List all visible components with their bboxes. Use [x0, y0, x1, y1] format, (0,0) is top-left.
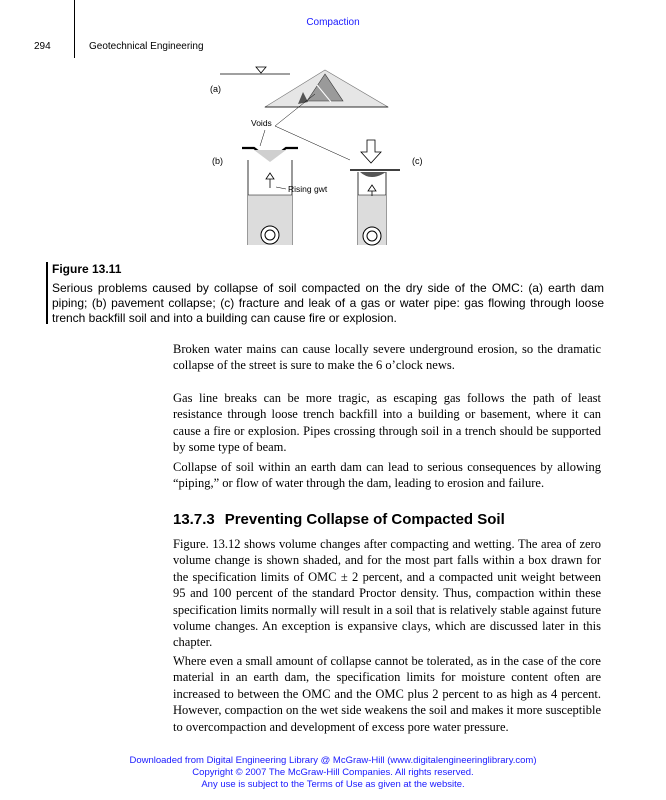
body-paragraph: Where even a small amount of collapse cannot be tolerated, as in the case of the core material in an earth dam, the specification limits for moisture content often are increased to between the OMC and the OMC plus 2 percent to as high as 4 percent. However, compaction on the wet side weakens the soil and makes it more susceptible to overcompaction and development of excess pore water pressure.: [173, 654, 601, 734]
footer-copyright: Copyright © 2007 The McGraw-Hill Companies. All rights reserved.: [192, 767, 474, 778]
label-a: (a): [210, 84, 221, 94]
body-paragraph: Collapse of soil within an earth dam can lead to serious consequences by allowing “piping,” or flow of water through the dam, leading to erosion and failure.: [173, 460, 601, 491]
section-title: Preventing Collapse of Compacted Soil: [224, 511, 505, 528]
figure-caption-label: Figure 13.11: [52, 262, 122, 276]
book-title: Geotechnical Engineering: [89, 41, 204, 52]
body-paragraph: Figure. 13.12 shows volume changes after compacting and wetting. The area of zero volume change is shown shaded, and for the most part falls within a box drawn for the specification limits of OMC ± 2 percent, and a compacted unit weight between 95 and 100 percent of the standard Proctor density. Thus, compaction within these specification limits normally will result in a soil that is relatively stable against future volume changes. An exception is expansive clays, which are discussed later in this chapter.: [173, 537, 601, 650]
caption-accent-bar: [46, 262, 48, 324]
footer-terms-link[interactable]: Any use is subject to the Terms of Use as given at the website.: [201, 779, 465, 790]
section-number: 13.7.3: [173, 511, 215, 528]
chapter-title-link[interactable]: Compaction: [306, 17, 360, 28]
figure-13-11-illustration: [190, 60, 430, 250]
label-c: (c): [412, 156, 423, 166]
figure-caption-text: Serious problems caused by collapse of soil compacted on the dry side of the OMC: (a) earth dam piping; (b) pavement collapse; (c) fracture and leak of a gas or water pipe: gas flowing through loose trench backfill soil and into a building can cause fire or explosion.: [52, 281, 604, 325]
pipe-fracture-diagram: [350, 140, 423, 245]
body-paragraph: Broken water mains can cause locally severe underground erosion, so the dramatic collapse of the street is sure to make the 6 o’clock news.: [173, 342, 601, 373]
section-heading: [173, 511, 505, 528]
pavement-collapse-diagram: [212, 148, 328, 245]
label-b: (b): [212, 156, 223, 166]
body-paragraph: Gas line breaks can be more tragic, as escaping gas follows the path of least resistance through loose trench backfill into a building or basement, where it can cause a fire or explosion. Pipes crossing through soil in a trench should be supported by some type of beam.: [173, 391, 601, 455]
earth-dam-diagram: [220, 67, 388, 107]
page-number: 294: [34, 41, 51, 52]
label-voids: Voids: [251, 118, 272, 128]
footer-download-link[interactable]: Downloaded from Digital Engineering Library @ McGraw-Hill (www.digitalengineeringlibrary.com): [129, 755, 537, 766]
header-divider: [74, 0, 75, 58]
label-rising-gwt: Rising gwt: [288, 184, 328, 194]
